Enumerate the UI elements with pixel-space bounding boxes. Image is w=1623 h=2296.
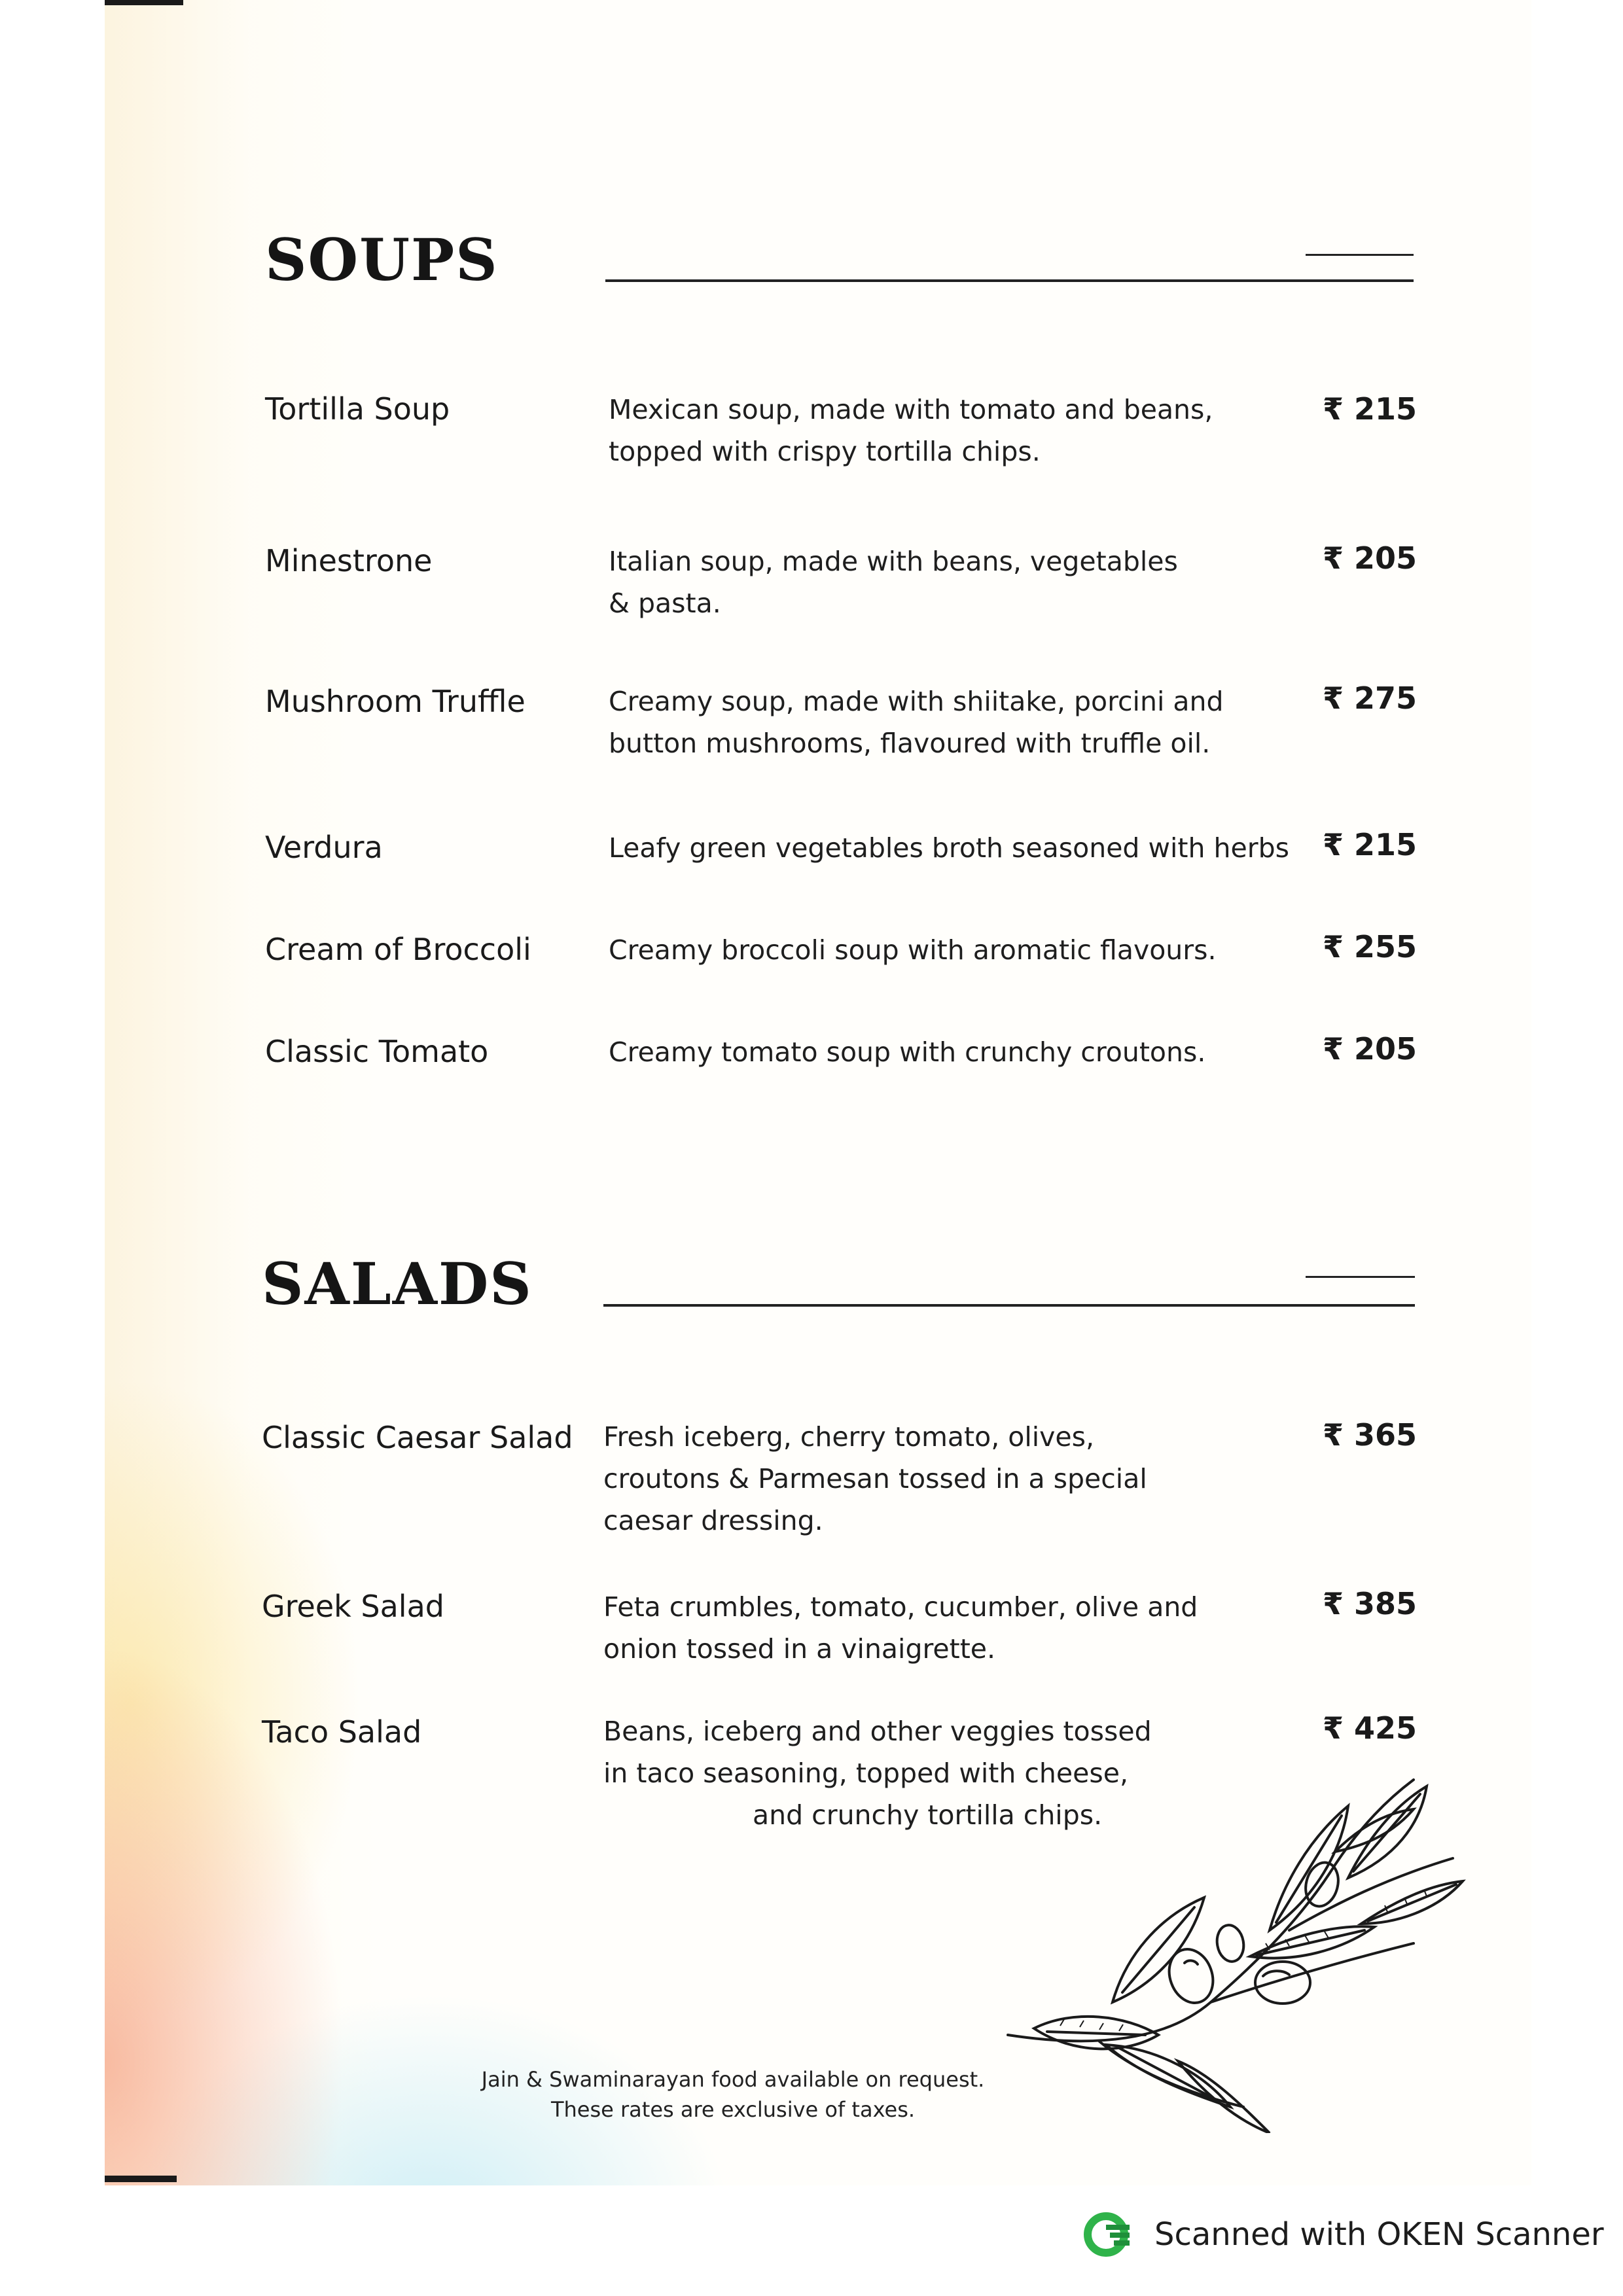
item-description: Fresh iceberg, cherry tomato, olives, croutons & Parmesan tossed in a special caesar dressing. — [603, 1421, 1147, 1536]
item-price: ₹ 425 — [1322, 1710, 1417, 1746]
item-name: Taco Salad — [262, 1714, 422, 1750]
item-description: Creamy soup, made with shiitake, porcini and button mushrooms, flavoured with truffle oil. — [609, 686, 1224, 759]
item-description: Creamy tomato soup with crunchy croutons. — [609, 1036, 1206, 1068]
section-divider — [603, 1304, 1415, 1307]
item-price: ₹ 215 — [1322, 391, 1417, 427]
item-description: Italian soup, made with beans, vegetables & pasta. — [609, 546, 1178, 619]
oken-scanner-logo-icon — [1080, 2205, 1139, 2264]
scan-edge-mark — [105, 2176, 177, 2182]
item-price: ₹ 365 — [1322, 1417, 1417, 1453]
section-divider-accent — [1306, 1276, 1415, 1278]
section-title-salads: SALADS — [262, 1250, 533, 1318]
section-title-soups: SOUPS — [265, 226, 499, 294]
item-name: Greek Salad — [262, 1589, 444, 1624]
scan-edge-mark — [105, 0, 183, 5]
item-price: ₹ 275 — [1322, 680, 1417, 716]
item-price: ₹ 205 — [1322, 540, 1417, 576]
item-description: Leafy green vegetables broth seasoned with herbs — [609, 832, 1289, 864]
item-price: ₹ 385 — [1322, 1586, 1417, 1621]
scanner-watermark — [1080, 2205, 1604, 2264]
item-name: Tortilla Soup — [265, 391, 450, 427]
item-description: Feta crumbles, tomato, cucumber, olive and onion tossed in a vinaigrette. — [603, 1591, 1198, 1665]
item-name: Classic Caesar Salad — [262, 1420, 573, 1455]
section-divider — [605, 279, 1414, 282]
item-description: Beans, iceberg and other veggies tossed in taco seasoning, topped with cheese, and crunchy tortilla chips. — [603, 1716, 1152, 1831]
scanner-label: Scanned with OKEN Scanner — [1154, 2216, 1604, 2253]
item-price: ₹ 215 — [1322, 827, 1417, 862]
footer-line: Jain & Swaminarayan food available on request. — [481, 2067, 985, 2092]
item-name: Classic Tomato — [265, 1034, 489, 1069]
item-name: Verdura — [265, 830, 383, 865]
item-name: Mushroom Truffle — [265, 684, 526, 719]
item-description: Mexican soup, made with tomato and beans, topped with crispy tortilla chips. — [609, 394, 1213, 467]
section-divider-accent — [1306, 254, 1414, 256]
footer-note — [393, 2064, 1073, 2125]
footer-line: These rates are exclusive of taxes. — [550, 2097, 916, 2122]
item-price: ₹ 205 — [1322, 1031, 1417, 1067]
item-name: Cream of Broccoli — [265, 932, 531, 967]
item-name: Minestrone — [265, 543, 433, 578]
item-description: Creamy broccoli soup with aromatic flavours. — [609, 934, 1217, 966]
item-price: ₹ 255 — [1322, 929, 1417, 964]
